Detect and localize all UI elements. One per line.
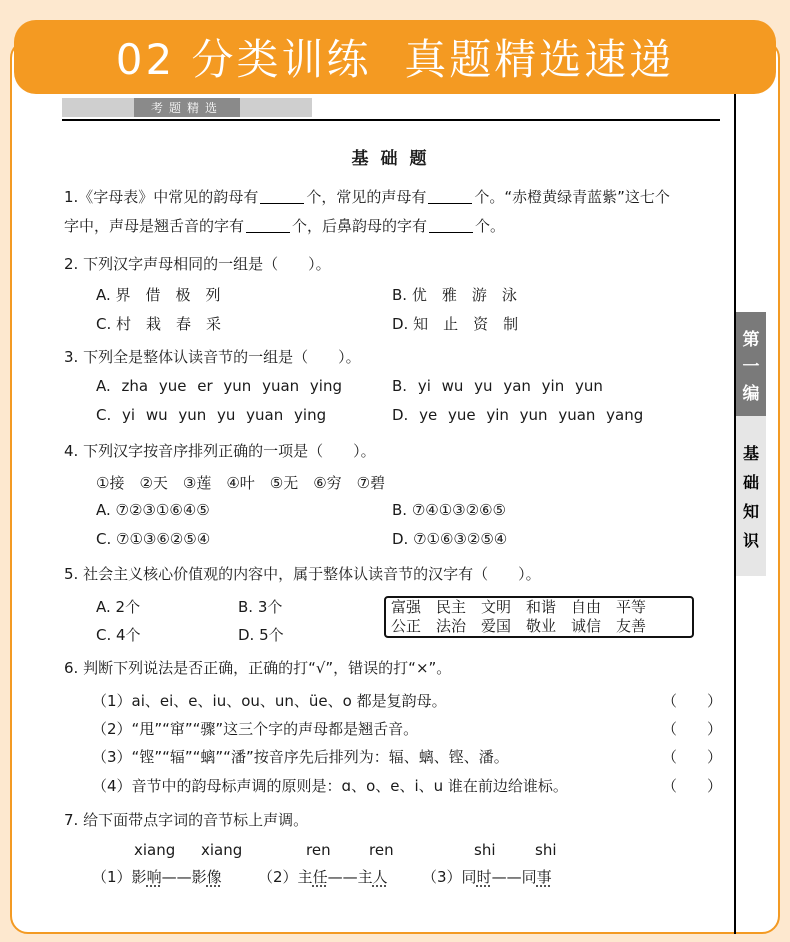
q7-group-1: [92, 866, 222, 887]
side-tab-char: 第: [742, 329, 760, 350]
q2-stem: 2. 下列汉字声母相同的一组是（ ）。: [64, 255, 331, 273]
q7-dotted-char: 时: [476, 868, 492, 886]
q6-answer-paren[interactable]: （ ）: [662, 777, 723, 795]
pinyin-label: ren: [306, 841, 331, 859]
q7-char: 主: [297, 868, 313, 886]
q7-char: 影: [191, 868, 207, 886]
q4-characters: ①接 ②天 ③莲 ④叶 ⑤无 ⑥穷 ⑦碧: [96, 474, 386, 492]
q7-group-2: [258, 866, 388, 887]
q7-group-3: [422, 866, 552, 887]
q1-text: 个。“赤橙黄绿青蓝紫”这七个: [474, 188, 670, 206]
q1-line1: [64, 186, 670, 207]
q5-stem: 5. 社会主义核心价值观的内容中，属于整体认读音节的汉字有（ ）。: [64, 565, 541, 583]
q3-option-b[interactable]: B. yi wu yu yan yin yun: [392, 377, 603, 395]
q7-group-number: （2）: [258, 868, 298, 886]
q5-option-c[interactable]: C. 4个: [96, 626, 141, 644]
pinyin-label: shi: [535, 841, 557, 859]
q7-char: 主: [357, 868, 373, 886]
q1-line2: [64, 215, 505, 236]
q3-stem: 3. 下列全是整体认读音节的一组是（ ）。: [64, 348, 361, 366]
q7-dotted-char: 响: [146, 868, 162, 886]
pinyin-label: xiang: [134, 841, 176, 859]
q1-text: 1.《字母表》中常见的韵母有: [64, 188, 259, 206]
pinyin-label: ren: [369, 841, 394, 859]
q7-group-number: （3）: [422, 868, 462, 886]
q7-char: 影: [131, 868, 147, 886]
side-tab-char: 基: [742, 444, 759, 463]
q6-answer-paren[interactable]: （ ）: [662, 748, 723, 766]
q7-group-number: （1）: [92, 868, 132, 886]
banner-title: 02 分类训练 真题精选速递: [115, 35, 675, 84]
q6-item-3: （3）“铿”“辐”“螭”“潘”按音序先后排列为：辐、螭、铿、潘。: [92, 748, 509, 766]
answer-blank[interactable]: [429, 219, 473, 233]
q6-answer-paren[interactable]: （ ）: [662, 720, 723, 738]
q1-text: 个，后鼻韵母的字有: [292, 217, 428, 235]
q5-option-a[interactable]: A. 2个: [96, 598, 141, 616]
q3-option-a[interactable]: A. zha yue er yun yuan ying: [96, 377, 342, 395]
side-tab-char: 一: [742, 356, 760, 377]
q4-option-d[interactable]: D. ⑦①⑥③②⑤④: [392, 530, 508, 548]
q5-option-d[interactable]: D. 5个: [238, 626, 284, 644]
q6-item-4: （4）音节中的韵母标声调的原则是：ɑ、o、e、i、u 谁在前边给谁标。: [92, 777, 568, 795]
q4-stem: 4. 下列汉字按音序排列正确的一项是（ ）。: [64, 442, 376, 460]
q7-dotted-char: 像: [206, 868, 222, 886]
answer-blank[interactable]: [428, 190, 472, 204]
side-tab-char: 识: [742, 531, 759, 550]
q3-option-c[interactable]: C. yi wu yun yu yuan ying: [96, 406, 327, 424]
core-values-line: 公正 法治 爱国 敬业 诚信 友善: [391, 617, 647, 635]
q7-dash: ——: [327, 868, 358, 886]
core-values-box: [384, 596, 694, 638]
answer-blank[interactable]: [246, 219, 290, 233]
q4-option-c[interactable]: C. ⑦①③⑥②⑤④: [96, 530, 211, 548]
q2-option-a[interactable]: A. 界 借 极 列: [96, 286, 221, 304]
q2-option-b[interactable]: B. 优 雅 游 泳: [392, 286, 517, 304]
answer-blank[interactable]: [260, 190, 304, 204]
pinyin-label: xiang: [201, 841, 243, 859]
q1-text: 个。: [475, 217, 506, 235]
section-label: 考题精选: [134, 98, 240, 117]
q7-dotted-char: 事: [536, 868, 552, 886]
q7-stem: 7. 给下面带点字词的音节标上声调。: [64, 811, 309, 829]
side-tab-char: 编: [742, 383, 760, 404]
q2-option-d[interactable]: D. 知 止 资 制: [392, 315, 519, 333]
page-heading: 基础题: [351, 149, 439, 169]
core-values-line: 富强 民主 文明 和谐 自由 平等: [391, 598, 647, 616]
q4-option-a[interactable]: A. ⑦②③①⑥④⑤: [96, 501, 210, 519]
q1-text: 字中，声母是翘舌音的字有: [64, 217, 245, 235]
q2-option-c[interactable]: C. 村 栽 春 采: [96, 315, 222, 333]
q7-dash: ——: [161, 868, 192, 886]
pinyin-label: shi: [474, 841, 496, 859]
q7-dotted-char: 人: [372, 868, 388, 886]
side-tab-char: 础: [742, 473, 759, 492]
q7-dash: ——: [491, 868, 522, 886]
q3-option-d[interactable]: D. ye yue yin yun yuan yang: [392, 406, 644, 424]
q5-option-b[interactable]: B. 3个: [238, 598, 283, 616]
q6-item-2: （2）“甩”“窜”“骤”这三个字的声母都是翘舌音。: [92, 720, 419, 738]
q7-char: 同: [521, 868, 537, 886]
side-tab-char: 知: [742, 502, 759, 521]
q7-char: 同: [461, 868, 477, 886]
q4-option-b[interactable]: B. ⑦④①③②⑥⑤: [392, 501, 506, 519]
q1-text: 个，常见的声母有: [306, 188, 427, 206]
q6-stem: 6. 判断下列说法是否正确，正确的打“√”，错误的打“×”。: [64, 659, 452, 677]
q6-answer-paren[interactable]: （ ）: [662, 692, 723, 710]
q7-dotted-char: 任: [312, 868, 328, 886]
q6-item-1: （1）ai、ei、e、iu、ou、un、üe、o 都是复韵母。: [92, 692, 447, 710]
